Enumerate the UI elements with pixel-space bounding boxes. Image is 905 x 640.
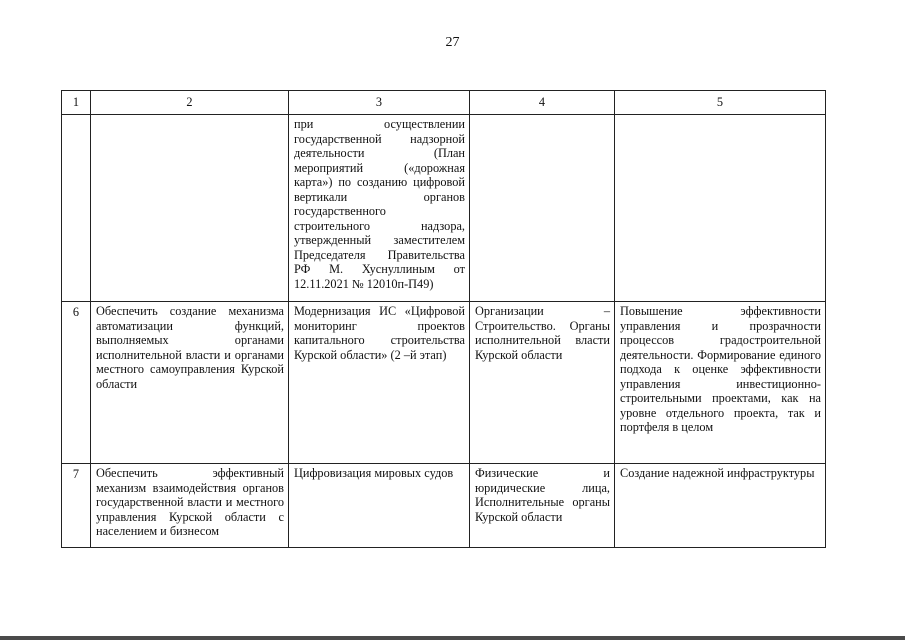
participants-cell: [470, 464, 615, 548]
table-row-continuation: [62, 115, 826, 302]
participants-cell: [470, 115, 615, 302]
table-row-6: [62, 302, 826, 464]
header-cell-col-2: 2: [91, 91, 289, 115]
table-header-row: [62, 91, 826, 115]
project-cell: [289, 115, 470, 302]
participants-cell: [470, 302, 615, 464]
project-text: Цифровизация мировых судов: [294, 466, 454, 480]
effect-cell: [615, 302, 826, 464]
table-row-7: [62, 464, 826, 548]
task-cell: [91, 302, 289, 464]
participants-text: Организации – Строительство. Органы исполнительной власти Курской области: [475, 304, 610, 362]
effect-text: Повышение эффективности управления и прозрачности процессов градостроительной деятельности. Формирование единого подхода к оценке эффективности управления инвестиционно-строительными проектами, как на уровне отдельного проекта, так и портфеля в целом: [620, 304, 821, 434]
task-cell: [91, 115, 289, 302]
header-cell-col-1: 1: [62, 91, 91, 115]
row-number-cell: 7: [62, 464, 91, 548]
project-text: при осуществлении государственной надзорной деятельности (План мероприятий («дорожная карта») по созданию цифровой вертикали органов государственного строительного надзора, утвержденный заместителем Председателя Правительства РФ М. Хуснуллиным от 12.11.2021 № 12010п-П49): [294, 117, 465, 291]
project-cell: [289, 302, 470, 464]
effect-text: Создание надежной инфраструктуры: [620, 466, 815, 480]
row-number-cell: [62, 115, 91, 302]
scan-bottom-edge: [0, 636, 905, 640]
project-cell: [289, 464, 470, 548]
task-text: Обеспечить создание механизма автоматизации функций, выполняемых органами исполнительной власти и органами местного самоуправления Курской области: [96, 304, 284, 391]
participants-text: Физические и юридические лица, Исполнительные органы Курской области: [475, 466, 610, 524]
task-text: Обеспечить эффективный механизм взаимодействия органов государственной власти и местного управления Курской области с населением и бизнесом: [96, 466, 284, 538]
project-text: Модернизация ИС «Цифровой мониторинг проектов капитального строительства Курской области» (2 –й этап): [294, 304, 465, 362]
task-cell: [91, 464, 289, 548]
effect-cell: [615, 464, 826, 548]
header-cell-col-3: 3: [289, 91, 470, 115]
header-cell-col-5: 5: [615, 91, 826, 115]
header-cell-col-4: 4: [470, 91, 615, 115]
plan-table: [61, 90, 826, 548]
page-number: 27: [445, 35, 460, 50]
row-number-cell: 6: [62, 302, 91, 464]
effect-cell: [615, 115, 826, 302]
